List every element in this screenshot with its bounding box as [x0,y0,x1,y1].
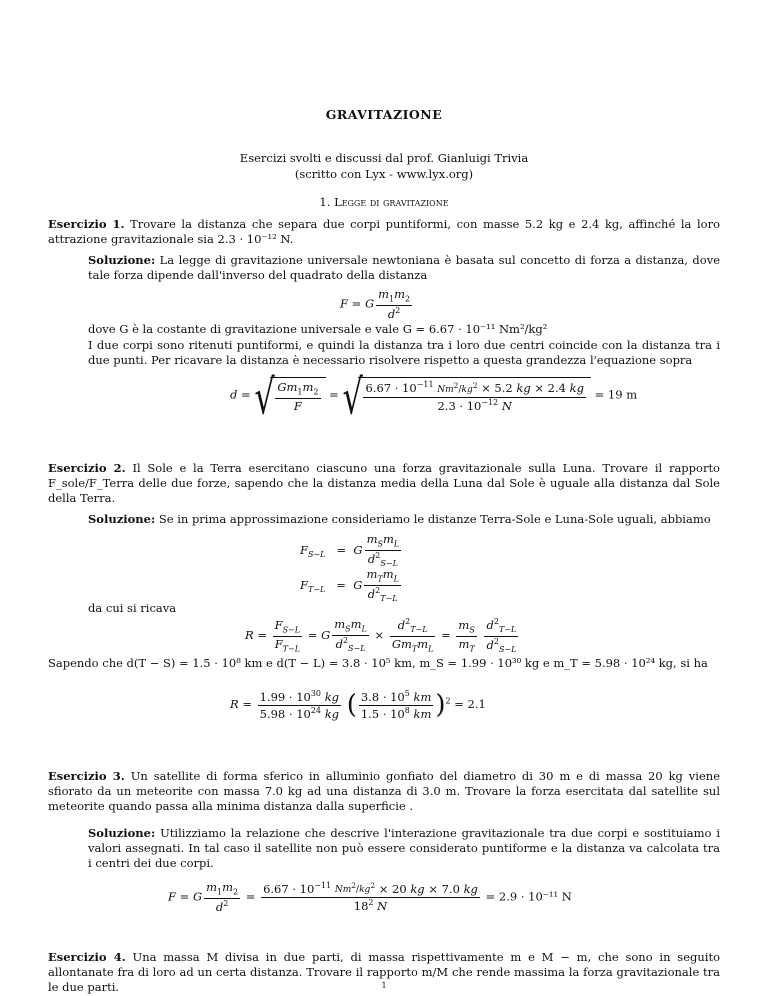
section-number: 1. [319,195,331,209]
result-1: = 19 m [594,387,638,402]
solution-text: La legge di gravitazione universale newtoniana è basata sul concetto di forza a distanza, dove tale forza dipende dall'inverso del quadrato della distanza [88,253,720,283]
equation-satellite-force: F = G $\frac{m_1m_2}{d^2}$ = $\frac{6.67 \cdot 10^{-11} Nm^2/kg^2 \times 20 kg \times 7.0 kg}{18^2 N}$ = 2.9 · 10⁻¹¹ N [168,880,572,914]
author-line: Esercizi svolti e discussi dal prof. Gianluigi Trivia [239,151,529,165]
document-title: GRAVITAZIONE [325,107,443,122]
solution-text: Se in prima approssimazione consideriamo le distanze Terra-Sole e Luna-Sole uguali, abbiamo [158,512,711,526]
result-3: = 2.9 · 10⁻¹¹ N [485,889,572,904]
solution-2-values: Sapendo che d(T − S) = 1.5 · 10⁸ km e d(T − L) = 3.8 · 10⁵ km, m_S = 1.99 · 10³⁰ kg e m_T = 5.98 · 10²⁴ kg, si ha [48,656,708,670]
exercise-text: Una massa M divisa in due parti, di massa rispettivamente m e M − m, che sono in seguito allontanate fra di loro ad un certa distanza. Trovare il rapporto m/M che rende massima la forza gravitazionale tra le due parti. [48,950,720,995]
equation-distance: d = √ $\frac{Gm_1m_2}{F}$ = √ $\frac{6.67 \cdot 10^{-11} Nm^2/kg^2 \times 5.2 kg \times 2.4 kg}{2.3 \cdot 10^{-12} N}$ = 19 m [230,368,638,426]
exercise-text: Trovare la distanza che separa due corpi puntiformi, con masse 5.2 kg e 2.4 kg, affinché la loro attrazione gravitazionale sia 2.3 · 10⁻¹² N. [48,217,720,247]
solution-text: Utilizziamo la relazione che descrive l'interazione gravitazionale tra due corpi e sostituiamo i valori assegnati. In tal caso il satellite non può essere considerato puntiforme e la distanza va calcolata tra i centri dei due corpi. [88,826,721,871]
exercise-3 [48,769,720,815]
solution-label: Soluzione: [88,512,156,526]
solution-label: Soluzione: [88,826,156,840]
equation-force-earth-moon: $F_{T-L} = G$ $\frac{m_Tm_L}{d^2_{T-L}}$ [300,567,399,603]
equation-force-sun-moon: $F_{S-L} = G$ $\frac{m_Sm_L}{d^2_{S-L}}$ [300,532,400,568]
exercise-text: Un satellite di forma sferico in alluminio gonfiato del diametro di 30 m e di massa 20 kg viene sfiorato da un meteorite con massa 7.0 kg ad una distanza di 3.0 m. Trovare la forza esercitata dal satellite sul meteorite quando passa alla minima distanza dalla superficie . [48,769,720,814]
solution-label: Soluzione: [88,253,156,267]
tool-line: (scritto con Lyx - www.lyx.org) [294,167,474,181]
solution-3 [88,826,720,872]
exercise-1 [48,217,720,247]
equation-newton-law: F = G $\frac{m_1m_2}{d^2}$ [340,287,411,321]
solution-2-derive: da cui si ricava [88,601,177,615]
page-number: 1 [381,981,387,990]
exercise-2 [48,461,720,507]
solution-1-constant: dove G è la costante di gravitazione universale e vale G = 6.67 · 10⁻¹¹ Nm²/kg² [88,322,548,336]
solution-1-explanation: I due corpi sono ritenuti puntiformi, e quindi la distanza tra i loro due centri coincide con la distanza tra i due punti. Per ricavare la distanza è necessario risolvere rispetto a questa grandezza l'equazione sopra [88,338,720,368]
solution-1 [88,253,720,283]
section-title: Legge di gravitazione [334,195,449,209]
equation-ratio-numeric: R = $\frac{1.99 \cdot 10^{30} kg}{5.98 \cdot 10^{24} kg}$ ( $\frac{3.8 \cdot 10^5 km}{1.5 \cdot 10^8 km}$ )$^2$ = 2.1 [230,688,486,721]
exercise-label: Esercizio 3. [48,769,125,783]
section-heading [0,195,768,210]
exercise-label: Esercizio 2. [48,461,126,475]
exercise-label: Esercizio 4. [48,950,126,964]
solution-2 [88,512,720,527]
equation-ratio: R = $\frac{F_{S-L}}{F_{T-L}}$ = G $\frac{m_Sm_L}{d^2_{S-L}}$ × $\frac{d^2_{T-L}}{Gm_Tm_L}$ = $\frac{m_S}{m_T}$ $\frac{d^2_{T-L}}{d^2_{S-L}}$ [245,617,517,654]
exercise-text: Il Sole e la Terra esercitano ciascuno una forza gravitazionale sulla Luna. Trovare il rapporto F_sole/F_Terra delle due forze, sapendo che la distanza media della Luna dal Sole è uguale alla distanza dal Sole della Terra. [48,461,720,506]
exercise-label: Esercizio 1. [48,217,125,231]
result-2: = 2.1 [454,697,486,712]
